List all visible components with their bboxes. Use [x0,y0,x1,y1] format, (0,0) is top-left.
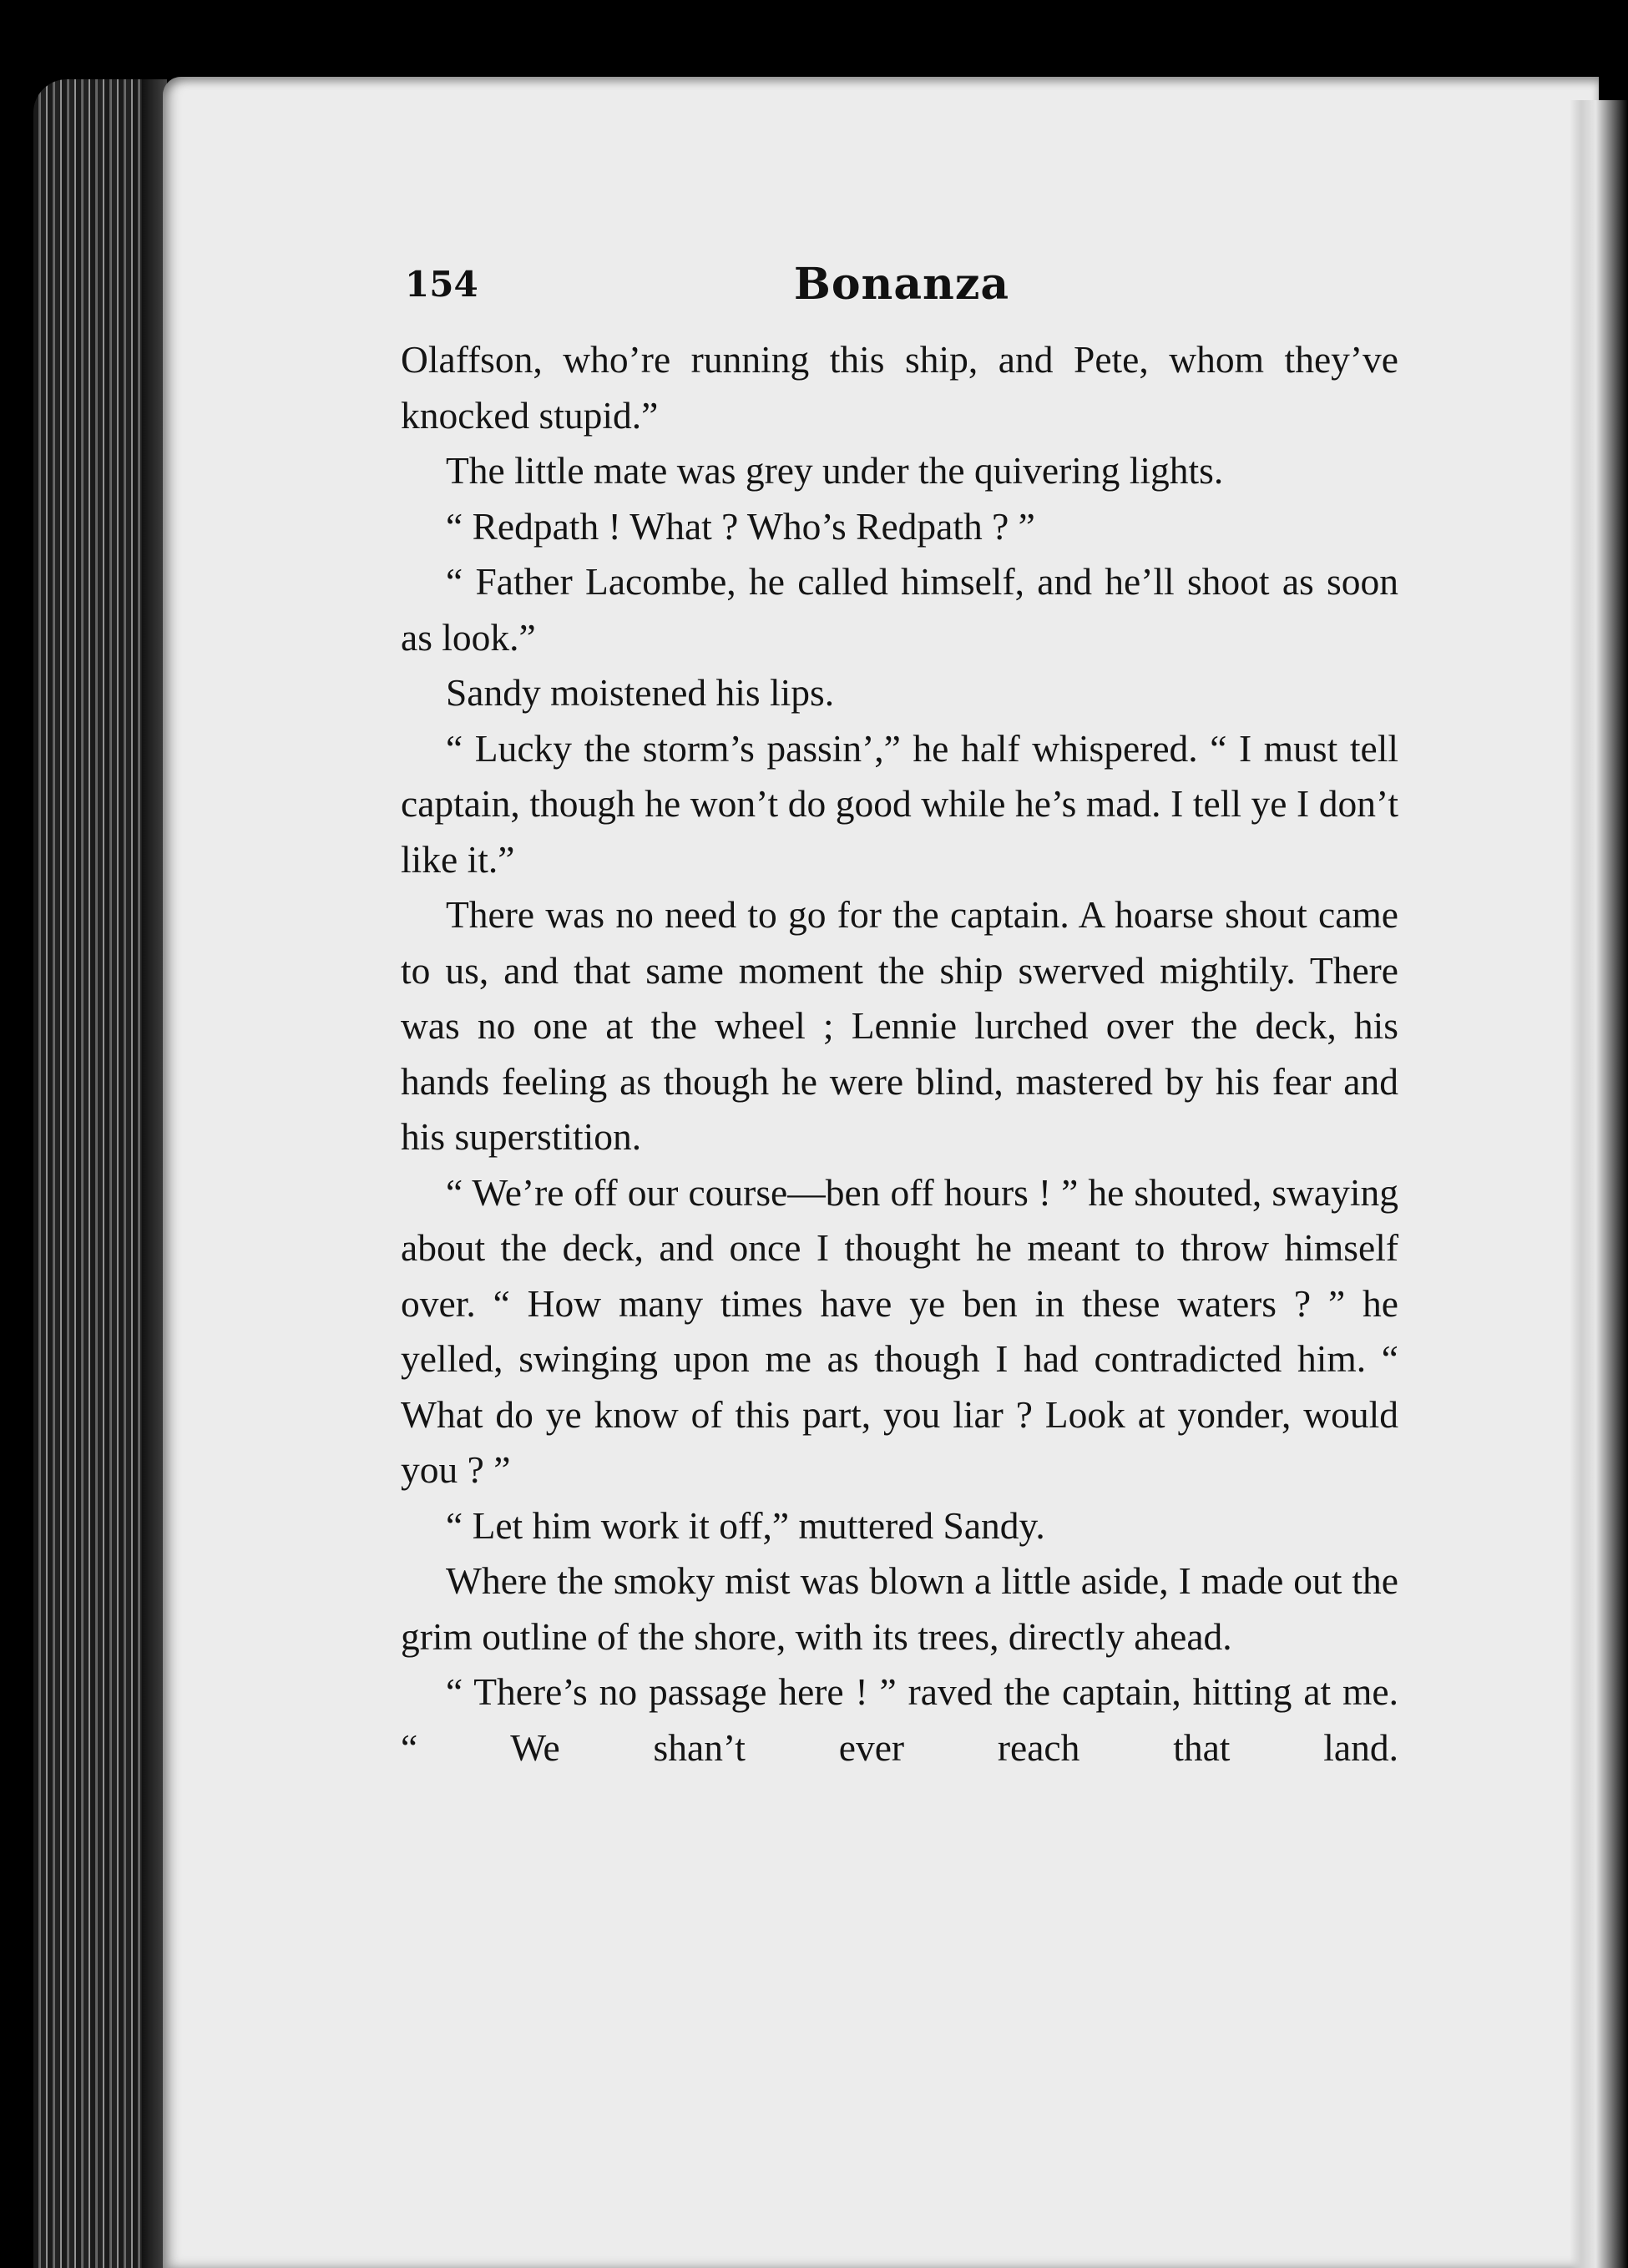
paragraph: “ There’s no passage here ! ” raved the captain, hitting at me. “ We shan’t ever reach that land. [401,1670,1398,1769]
running-title: Bonanza [793,259,1010,310]
page-fore-edge [1570,100,1628,2268]
paragraph: There was no need to go for the captain. A hoarse shout came to us, and that same moment the ship swerved mightily. There was no one at the wheel ; Lennie lurched over the deck, his hands feeling as though he were blind, mastered by his fear and his superstition. [401,893,1398,1158]
paragraph: The little mate was grey under the quivering lights. [446,449,1224,492]
book-page-edges [33,79,167,2268]
paragraph: “ Lucky the storm’s passin’,” he half whispered. “ I must tell captain, though he won’t do good while he’s mad. I tell ye I don’t like it.” [401,726,1398,881]
page-number: 154 [405,264,478,305]
paragraph: Where the smoky mist was blown a little aside, I made out the grim outline of the shore, with its trees, directly ahead. [401,1559,1398,1658]
paragraph: “ Father Lacombe, he called himself, and he’ll shoot as soon as look.” [401,560,1398,659]
paragraph: “ Let him work it off,” muttered Sandy. [446,1503,1045,1547]
body-text [401,332,1398,1776]
paragraph: Olaffson, who’re running this ship, and Pete, whom they’ve knocked stupid.” [401,338,1398,437]
paragraph: “ We’re off our course—ben off hours ! ” he shouted, swaying about the deck, and once I thought he meant to throw himself over. “ How many times have ye ben in these waters ? ” he yelled, swinging upon me as though I had contradicted him. “ What do ye know of this part, you liar ? Look at yonder, would you ? ” [401,1170,1398,1491]
running-head [405,259,1398,317]
paragraph: Sandy moistened his lips. [446,671,835,714]
paragraph: “ Redpath ! What ? Who’s Redpath ? ” [446,504,1035,548]
